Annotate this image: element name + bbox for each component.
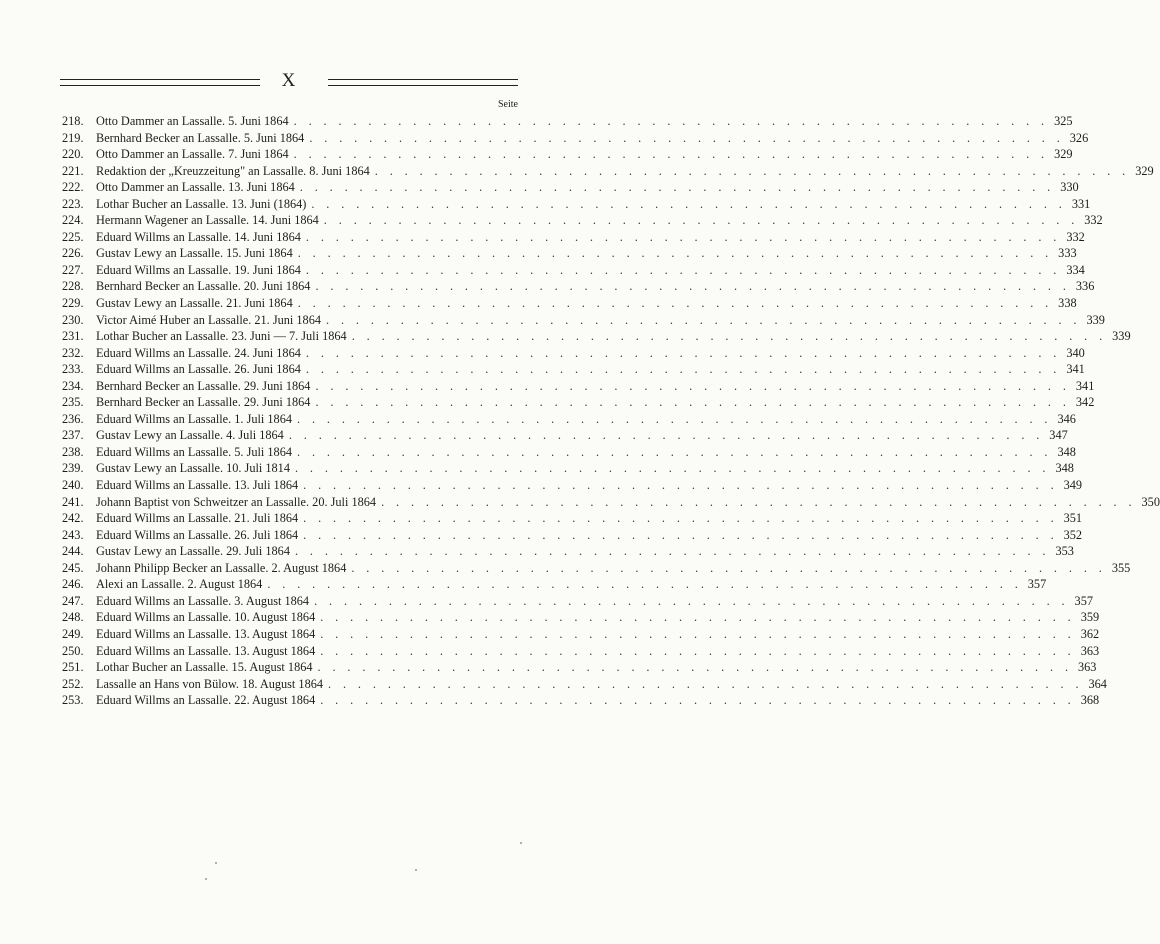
entry-title: Gustav Lewy an Lassalle. 4. Juli 1864 [96,428,284,443]
entry-number: 239. [62,461,84,476]
toc-entry [62,427,1068,444]
dot-leader: . . . . . . . . . . . . . . . . . . . . . . . . . . . . . . . . . . . . . . . . . . . . . . . . . . . [326,312,1081,327]
entry-page: 332 [1084,213,1103,228]
dot-leader: . . . . . . . . . . . . . . . . . . . . . . . . . . . . . . . . . . . . . . . . . . . . . . . . . . . [297,246,1053,261]
entry-page: 348 [1057,444,1076,459]
header-rule-right [328,79,518,86]
dot-leader: . . . . . . . . . . . . . . . . . . . . . . . . . . . . . . . . . . . . . . . . . . . . . . . . . . . [303,511,1059,526]
toc-entry [62,510,1083,527]
toc-entry [62,113,1073,130]
entry-title: Gustav Lewy an Lassalle. 29. Juli 1864 [96,544,290,559]
entry-title: Gustav Lewy an Lassalle. 10. Juli 1814 [96,461,290,476]
dot-leader: . . . . . . . . . . . . . . . . . . . . . . . . . . . . . . . . . . . . . . . . . . . . . . . . . . . [320,643,1076,658]
toc-entry [62,212,1103,229]
table-of-contents [62,113,1160,709]
dot-leader: . . . . . . . . . . . . . . . . . . . . . . . . . . . . . . . . . . . . . . . . . . . . . . . . . . . [305,362,1061,377]
dot-leader: . . . . . . . . . . . . . . . . . . . . . . . . . . . . . . . . . . . . . . . . . . . . . . . . . . . [315,395,1071,410]
entry-number: 230. [62,312,84,327]
dot-leader: . . . . . . . . . . . . . . . . . . . . . . . . . . . . . . . . . . . . . . . . . . . . . . . . . . . [314,593,1069,608]
entry-title: Eduard Willms an Lassalle. 19. Juni 1864 [96,262,301,277]
toc-entry [62,411,1076,428]
entry-number: 232. [62,345,84,360]
entry-number: 250. [62,643,84,658]
entry-page: 333 [1058,246,1077,261]
entry-number: 252. [62,676,84,691]
entry-number: 233. [62,362,84,377]
page-number: X [281,70,297,91]
dot-leader: . . . . . . . . . . . . . . . . . . . . . . . . . . . . . . . . . . . . . . . . . . . . . . . . . . . [294,461,1050,476]
entry-page: 357 [1074,593,1093,608]
toc-entry [62,444,1076,461]
entry-title: Eduard Willms an Lassalle. 10. August 1864 [96,610,316,625]
entry-number: 236. [62,411,84,426]
entry-number: 221. [62,163,84,178]
entry-page: 341 [1075,378,1095,393]
entry-title: Redaktion der „Kreuzzeitung" an Lassalle. 8. Juni 1864 [96,163,370,178]
dot-leader: . . . . . . . . . . . . . . . . . . . . . . . . . . . . . . . . . . . . . . . . . . . . . . . . . . . [374,163,1130,178]
entry-page: 349 [1063,478,1083,493]
entry-title: Eduard Willms an Lassalle. 3. August 1864 [96,593,310,608]
entry-title: Hermann Wagener an Lassalle. 14. Juni 1864 [96,213,319,228]
entry-title: Lothar Bucher an Lassalle. 23. Juni — 7. Juli 1864 [96,329,347,344]
entry-title: Eduard Willms an Lassalle. 26. Juli 1864 [96,527,299,542]
toc-entry [62,328,1131,345]
entry-title: Lothar Bucher an Lassalle. 15. August 1864 [96,660,313,675]
entry-title: Alexi an Lassalle. 2. August 1864 [96,577,263,592]
toc-entry [62,494,1160,511]
toc-entry [62,163,1154,180]
dot-leader: . . . . . . . . . . . . . . . . . . . . . . . . . . . . . . . . . . . . . . . . . . . . . . . . . . . [303,527,1059,542]
entry-title: Eduard Willms an Lassalle. 26. Juni 1864 [96,362,301,377]
entry-number: 224. [62,213,84,228]
dot-leader: . . . . . . . . . . . . . . . . . . . . . . . . . . . . . . . . . . . . . . . . . . . . . . . . . . . [288,428,1044,443]
entry-page: 331 [1071,196,1091,211]
entry-title: Eduard Willms an Lassalle. 13. August 1864 [96,643,316,658]
entry-number: 235. [62,395,84,410]
toc-entry [62,146,1073,163]
entry-page: 353 [1055,544,1074,559]
entry-title: Otto Dammer an Lassalle. 13. Juni 1864 [96,180,295,195]
entry-page: 352 [1063,527,1083,542]
toc-entry [62,378,1095,395]
entry-title: Johann Baptist von Schweitzer an Lassalle. 20. Juli 1864 [96,494,377,509]
entry-number: 237. [62,428,84,443]
entry-title: Johann Philipp Becker an Lassalle. 2. August 1864 [96,560,347,575]
toc-entry [62,361,1085,378]
entry-page: 340 [1066,345,1085,360]
dot-leader: . . . . . . . . . . . . . . . . . . . . . . . . . . . . . . . . . . . . . . . . . . . . . . . . . . . [317,660,1073,675]
entry-number: 245. [62,560,84,575]
toc-entry [62,676,1107,693]
entry-page: 330 [1060,180,1079,195]
entry-title: Otto Dammer an Lassalle. 5. Juni 1864 [96,114,289,128]
entry-title: Eduard Willms an Lassalle. 14. Juni 1864 [96,229,301,244]
entry-number: 227. [62,262,84,277]
entry-title: Eduard Willms an Lassalle. 13. Juli 1864 [96,478,299,493]
entry-number: 240. [62,478,84,493]
toc-entry [62,576,1047,593]
toc-entry [62,560,1131,577]
dot-leader: . . . . . . . . . . . . . . . . . . . . . . . . . . . . . . . . . . . . . . . . . . . . . . . . . . . [267,577,1023,592]
entry-number: 219. [62,130,84,145]
toc-entry [62,345,1085,362]
dot-leader: . . . . . . . . . . . . . . . . . . . . . . . . . . . . . . . . . . . . . . . . . . . . . . . . . . . [309,130,1065,145]
entry-number: 223. [62,196,84,211]
dot-leader: . . . . . . . . . . . . . . . . . . . . . . . . . . . . . . . . . . . . . . . . . . . . . . . . . . . [351,329,1107,344]
entry-number: 225. [62,229,84,244]
entry-number: 244. [62,544,84,559]
dot-leader: . . . . . . . . . . . . . . . . . . . . . . . . . . . . . . . . . . . . . . . . . . . . . . . . . . . [294,544,1050,559]
toc-entry [62,394,1095,411]
dot-leader: . . . . . . . . . . . . . . . . . . . . . . . . . . . . . . . . . . . . . . . . . . . . . . . . . . . [351,560,1107,575]
entry-title: Bernhard Becker an Lassalle. 5. Juni 1864 [96,130,305,145]
dot-leader: . . . . . . . . . . . . . . . . . . . . . . . . . . . . . . . . . . . . . . . . . . . . . . . . . . . [328,676,1083,691]
toc-entry [62,312,1105,329]
entry-page: 363 [1077,660,1097,675]
entry-number: 226. [62,246,84,261]
entry-page: 339 [1086,312,1105,327]
entry-number: 231. [62,329,84,344]
dot-leader: . . . . . . . . . . . . . . . . . . . . . . . . . . . . . . . . . . . . . . . . . . . . . . . . . . . [305,229,1061,244]
entry-title: Victor Aimé Huber an Lassalle. 21. Juni 1864 [96,312,322,327]
entry-page: 329 [1054,147,1073,162]
entry-number: 218. [62,114,84,128]
entry-number: 238. [62,444,84,459]
toc-entry [62,130,1089,147]
entry-page: 339 [1112,329,1131,344]
entry-page: 341 [1066,362,1085,377]
entry-title: Bernhard Becker an Lassalle. 29. Juni 1864 [96,378,311,393]
toc-entry [62,593,1093,610]
toc-entry [62,295,1077,312]
entry-page: 359 [1080,610,1100,625]
entry-title: Eduard Willms an Lassalle. 5. Juli 1864 [96,444,292,459]
dot-leader: . . . . . . . . . . . . . . . . . . . . . . . . . . . . . . . . . . . . . . . . . . . . . . . . . . . [320,693,1076,708]
entry-number: 246. [62,577,84,592]
dot-leader: . . . . . . . . . . . . . . . . . . . . . . . . . . . . . . . . . . . . . . . . . . . . . . . . . . . [305,345,1061,360]
entry-title: Eduard Willms an Lassalle. 13. August 1864 [96,626,316,641]
dot-leader: . . . . . . . . . . . . . . . . . . . . . . . . . . . . . . . . . . . . . . . . . . . . . . . . . . . [297,411,1052,426]
toc-entry [62,659,1097,676]
toc-entry [62,543,1074,560]
entry-number: 253. [62,693,84,708]
toc-entry [62,460,1074,477]
entry-number: 248. [62,610,84,625]
entry-title: Eduard Willms an Lassalle. 24. Juni 1864 [96,345,301,360]
dot-leader: . . . . . . . . . . . . . . . . . . . . . . . . . . . . . . . . . . . . . . . . . . . . . . . . . . . [299,180,1055,195]
entry-page: 334 [1066,262,1085,277]
dot-leader: . . . . . . . . . . . . . . . . . . . . . . . . . . . . . . . . . . . . . . . . . . . . . . . . . . . [320,610,1076,625]
toc-entry [62,196,1091,213]
dot-leader: . . . . . . . . . . . . . . . . . . . . . . . . . . . . . . . . . . . . . . . . . . . . . . . . . . . [320,626,1076,641]
toc-entry [62,609,1100,626]
entry-title: Gustav Lewy an Lassalle. 21. Juni 1864 [96,296,293,311]
dot-leader: . . . . . . . . . . . . . . . . . . . . . . . . . . . . . . . . . . . . . . . . . . . . . . . . . . . [311,196,1067,211]
toc-entry [62,643,1100,660]
entry-number: 249. [62,626,84,641]
entry-number: 220. [62,147,84,162]
dot-leader: . . . . . . . . . . . . . . . . . . . . . . . . . . . . . . . . . . . . . . . . . . . . . . . . . . . [381,494,1136,509]
page-header [60,70,518,94]
entry-page: 342 [1075,395,1095,410]
entry-page: 338 [1058,296,1077,311]
dot-leader: . . . . . . . . . . . . . . . . . . . . . . . . . . . . . . . . . . . . . . . . . . . . . . . . . . . [297,444,1052,459]
entry-page: 325 [1054,114,1073,128]
entry-page: 348 [1055,461,1074,476]
toc-entry [62,477,1083,494]
entry-page: 350 [1141,494,1160,509]
dot-leader: . . . . . . . . . . . . . . . . . . . . . . . . . . . . . . . . . . . . . . . . . . . . . . . . . . . [293,114,1049,128]
entry-page: 368 [1080,693,1100,708]
entry-page: 347 [1049,428,1068,443]
entry-page: 364 [1088,676,1107,691]
entry-title: Lothar Bucher an Lassalle. 13. Juni (1864) [96,196,307,211]
entry-title: Lassalle an Hans von Bülow. 18. August 1864 [96,676,324,691]
dot-leader: . . . . . . . . . . . . . . . . . . . . . . . . . . . . . . . . . . . . . . . . . . . . . . . . . . . [305,262,1061,277]
entry-number: 251. [62,660,84,675]
entry-number: 222. [62,180,84,195]
entry-number: 243. [62,527,84,542]
toc-entry [62,262,1085,279]
entry-page: 329 [1135,163,1154,178]
dot-leader: . . . . . . . . . . . . . . . . . . . . . . . . . . . . . . . . . . . . . . . . . . . . . . . . . . . [293,147,1049,162]
entry-title: Gustav Lewy an Lassalle. 15. Juni 1864 [96,246,293,261]
toc-entry [62,245,1077,262]
dot-leader: . . . . . . . . . . . . . . . . . . . . . . . . . . . . . . . . . . . . . . . . . . . . . . . . . . . [303,478,1059,493]
entry-number: 228. [62,279,84,294]
entry-number: 241. [62,494,84,509]
dot-leader: . . . . . . . . . . . . . . . . . . . . . . . . . . . . . . . . . . . . . . . . . . . . . . . . . . . [323,213,1079,228]
entry-page: 362 [1080,626,1100,641]
entry-page: 336 [1075,279,1095,294]
entry-title: Otto Dammer an Lassalle. 7. Juni 1864 [96,147,289,162]
entry-page: 332 [1066,229,1085,244]
entry-page: 363 [1080,643,1100,658]
entry-title: Eduard Willms an Lassalle. 1. Juli 1864 [96,411,292,426]
entry-page: 357 [1027,577,1047,592]
toc-entry [62,179,1079,196]
entry-number: 229. [62,296,84,311]
dot-leader: . . . . . . . . . . . . . . . . . . . . . . . . . . . . . . . . . . . . . . . . . . . . . . . . . . . [315,279,1071,294]
dot-leader: . . . . . . . . . . . . . . . . . . . . . . . . . . . . . . . . . . . . . . . . . . . . . . . . . . . [297,296,1053,311]
entry-title: Bernhard Becker an Lassalle. 20. Juni 1864 [96,279,311,294]
toc-entry [62,626,1100,643]
toc-entry [62,692,1100,709]
toc-entry [62,278,1095,295]
entry-page: 351 [1063,511,1083,526]
toc-entry [62,527,1083,544]
entry-title: Bernhard Becker an Lassalle. 29. Juni 1864 [96,395,311,410]
entry-number: 234. [62,378,84,393]
entry-page: 326 [1069,130,1089,145]
entry-page: 346 [1057,411,1076,426]
dot-leader: . . . . . . . . . . . . . . . . . . . . . . . . . . . . . . . . . . . . . . . . . . . . . . . . . . . [315,378,1071,393]
entry-number: 247. [62,593,84,608]
entry-page: 355 [1111,560,1131,575]
entry-number: 242. [62,511,84,526]
page-column-heading: Seite [498,99,518,110]
entry-title: Eduard Willms an Lassalle. 22. August 1864 [96,693,316,708]
entry-title: Eduard Willms an Lassalle. 21. Juli 1864 [96,511,299,526]
toc-entry [62,229,1085,246]
